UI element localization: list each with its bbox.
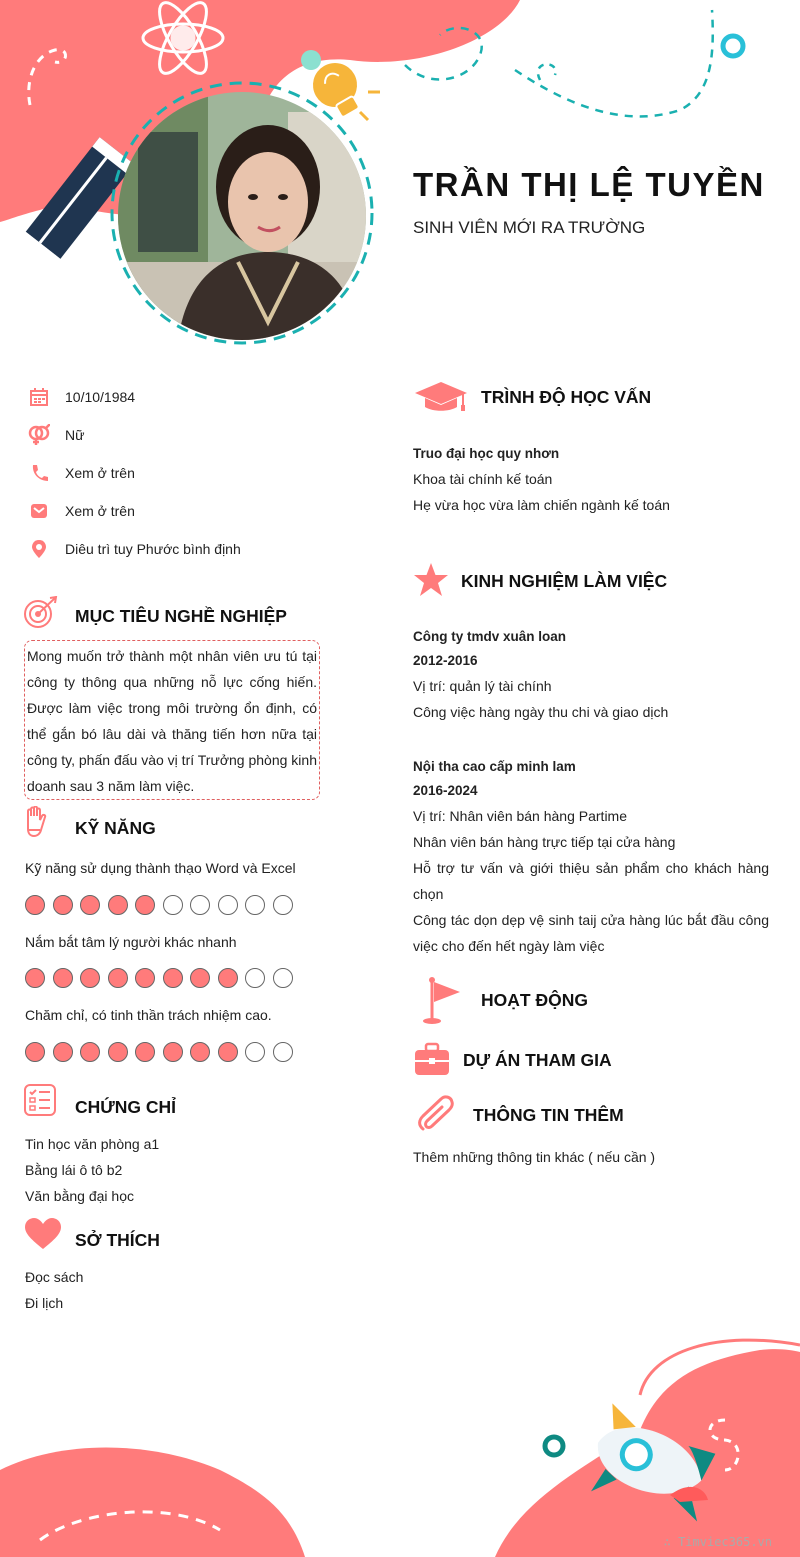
paperclip-icon [415, 1095, 459, 1140]
more-info-text: Thêm những thông tin khác ( nếu cần ) [413, 1149, 656, 1165]
skill-rating [25, 968, 293, 988]
skill-dot [80, 1042, 100, 1062]
watermark: ∴ Timviec365.vn [663, 1535, 772, 1549]
hobby-item: Đọc sách [25, 1269, 84, 1285]
graduation-cap-icon [413, 380, 469, 417]
skill-dot [53, 968, 73, 988]
skill-dot [108, 895, 128, 915]
contact-birthday [28, 384, 348, 410]
skill-dot [25, 968, 45, 988]
skill-dot [273, 895, 293, 915]
education-title: TRÌNH ĐỘ HỌC VẤN [481, 387, 652, 407]
skill-label: Nắm bắt tâm lý người khác nhanh [25, 934, 237, 950]
hobby-item: Đi lịch [25, 1295, 64, 1311]
contact-value: 10/10/1984 [65, 389, 136, 405]
skill-rating [25, 895, 293, 915]
job-period: 2012-2016 [413, 653, 478, 668]
skill-dot [190, 1042, 210, 1062]
gender-icon [28, 424, 50, 446]
hand-icon [24, 806, 48, 843]
contact-phone [28, 460, 348, 486]
skill-dot [163, 968, 183, 988]
job-line: Công tác dọn dẹp vệ sinh taij cửa hàng lúc bắt đầu công việc cho đến hết ngày làm việc [413, 912, 769, 954]
skill-dot [245, 895, 265, 915]
email-icon [28, 500, 50, 522]
job-company: Nội tha cao cấp minh lam [413, 759, 576, 774]
objective-text: Mong muốn trở thành một nhân viên ưu tú tại công ty thông qua những nỗ lực cống hiến. Được làm việc trong môi trường ổn định, có thể gắn bó lâu dài và thăng tiến hơn nữa tại công ty, phấn đấu vào vị trí Trưởng phòng kinh doanh sau 3 năm làm việc. [24, 640, 320, 800]
location-icon [28, 538, 50, 560]
skill-label: Kỹ năng sử dụng thành thạo Word và Excel [25, 860, 296, 876]
contact-value: Xem ở trên [65, 465, 135, 481]
phone-icon [28, 462, 50, 484]
candidate-role: SINH VIÊN MỚI RA TRƯỜNG [413, 218, 646, 237]
briefcase-icon [414, 1042, 450, 1081]
projects-title: DỰ ÁN THAM GIA [463, 1050, 612, 1070]
skill-dot [135, 1042, 155, 1062]
hobbies-title: SỞ THÍCH [75, 1230, 160, 1250]
target-icon [22, 596, 58, 635]
contact-value: Xem ở trên [65, 503, 135, 519]
skill-dot [25, 895, 45, 915]
portrait-photo [118, 92, 366, 340]
skill-dot [163, 1042, 183, 1062]
heart-icon [24, 1218, 62, 1255]
job-company: Công ty tmdv xuân loan [413, 629, 567, 644]
contact-gender [28, 422, 348, 448]
certificate-item: Văn bằng đại học [25, 1188, 134, 1204]
activities-title: HOẠT ĐỘNG [481, 990, 588, 1010]
education-line: Hẹ vừa học vừa làm chiến ngành kế toán [413, 497, 670, 513]
skill-dot [135, 895, 155, 915]
checklist-icon [24, 1084, 56, 1121]
contact-value: Diêu trì tuy Phước bình định [65, 541, 241, 557]
avatar [118, 92, 366, 340]
skill-dot [218, 968, 238, 988]
contact-address [28, 536, 348, 562]
job-line: Vị trí: quản lý tài chính [413, 678, 552, 694]
education-line: Khoa tài chính kế toán [413, 471, 553, 487]
skill-dot [53, 895, 73, 915]
certificate-item: Tin học văn phòng a1 [25, 1136, 160, 1152]
skill-dot [245, 1042, 265, 1062]
skill-rating [25, 1042, 293, 1062]
certificate-item: Bằng lái ô tô b2 [25, 1162, 123, 1178]
skill-dot [190, 968, 210, 988]
skill-dot [80, 895, 100, 915]
education-school: Truo đại học quy nhơn [413, 446, 560, 461]
skill-dot [273, 968, 293, 988]
skill-dot [80, 968, 100, 988]
more-info-title: THÔNG TIN THÊM [473, 1105, 624, 1125]
job-line: Nhân viên bán hàng trực tiếp tại cửa hàng [413, 834, 676, 850]
candidate-name: TRẦN THỊ LỆ TUYỀN [413, 166, 765, 203]
skill-label: Chăm chỉ, có tinh thần trách nhiệm cao. [25, 1007, 272, 1023]
contact-value: Nữ [65, 427, 85, 443]
job-line: Công việc hàng ngày thu chi và giao dịch [413, 704, 669, 720]
calendar-icon [28, 386, 50, 408]
skill-dot [245, 968, 265, 988]
skill-dot [190, 895, 210, 915]
experience-title: KINH NGHIỆM LÀM VIỆC [461, 571, 668, 591]
flag-icon [420, 976, 464, 1031]
job-period: 2016-2024 [413, 783, 478, 798]
skill-dot [135, 968, 155, 988]
objective-title: MỤC TIÊU NGHỀ NGHIỆP [75, 606, 287, 626]
contact-email [28, 498, 348, 524]
skill-dot [273, 1042, 293, 1062]
skills-title: KỸ NĂNG [75, 818, 156, 838]
skill-dot [53, 1042, 73, 1062]
skill-dot [218, 1042, 238, 1062]
star-icon [413, 562, 449, 603]
skill-dot [108, 1042, 128, 1062]
job-line: Hỗ trợ tư vấn và giới thiệu sản phẩm cho khách hàng chọn [413, 860, 769, 902]
skill-dot [108, 968, 128, 988]
certificates-title: CHỨNG CHỈ [75, 1097, 177, 1117]
skill-dot [218, 895, 238, 915]
skill-dot [25, 1042, 45, 1062]
skill-dot [163, 895, 183, 915]
job-line: Vị trí: Nhân viên bán hàng Partime [413, 808, 628, 824]
